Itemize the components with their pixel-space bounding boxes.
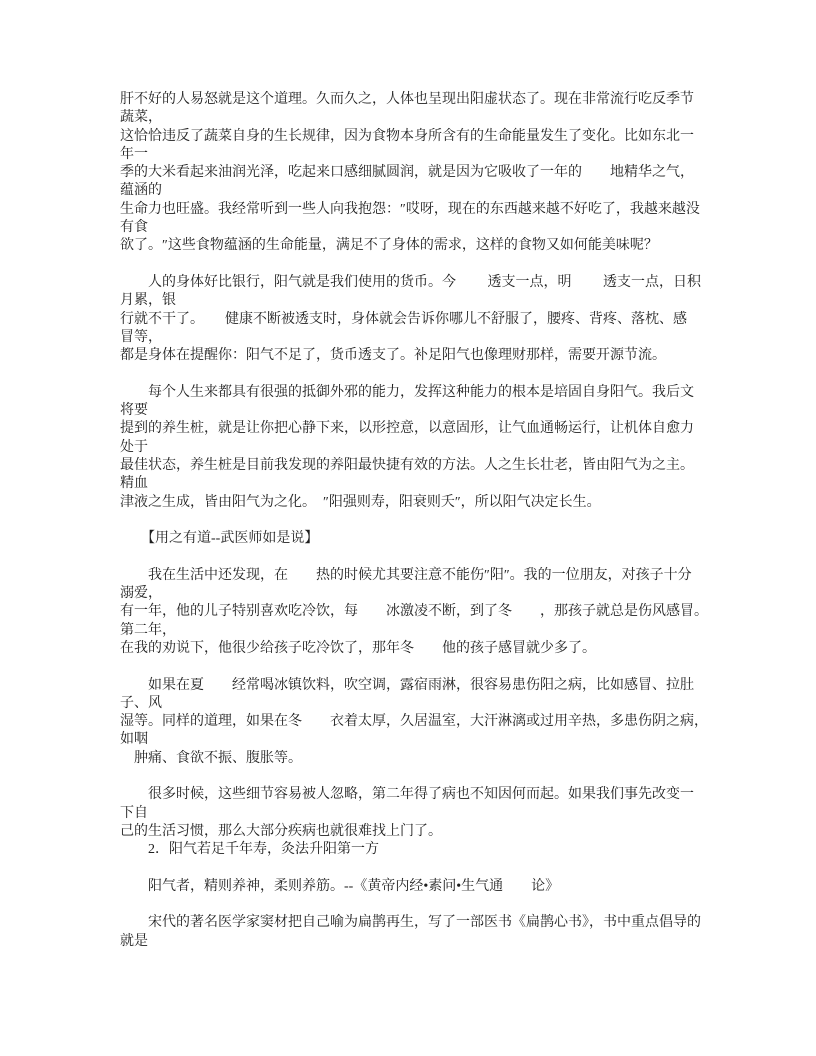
text-line: 人的身体好比银行，阳气就是我们使用的货币。今 透支一点，明 透支一点，日积: [120, 274, 701, 290]
text-line: 都是身体在提醒你：阳气不足了，货币透支了。补足阳气也像理财那样，需要开源节流。: [120, 348, 666, 364]
text-line: 冒等，: [120, 329, 162, 345]
blank-line: [120, 512, 720, 530]
text-line: 月累，银: [120, 293, 176, 309]
blank-line: [120, 365, 720, 383]
text-line: 行就不干了。 健康不断被透支时，身体就会告诉你哪儿不舒服了，腰疼、背疼、落枕、感: [120, 311, 687, 327]
text-line: 阳气者，精则养神，柔则养筋。--《黄帝内经•素问•生气通 论》: [120, 878, 560, 894]
blank-line: [120, 896, 720, 914]
document-text-block: [120, 91, 720, 951]
text-line: 提到的养生桩，就是让你把心静下来，以形控意，以意固形，让气血通畅运行，让机体自愈力: [120, 421, 694, 437]
text-line: 子、风: [120, 695, 162, 711]
text-line: 精血: [120, 476, 148, 492]
text-line: 将要: [120, 403, 148, 419]
text-line: 欲了。″这些食物蕴涵的生命能量，满足不了身体的需求，这样的食物又如何能美味呢？: [120, 238, 658, 254]
text-line: 有食: [120, 220, 148, 236]
text-line: 年一: [120, 146, 148, 162]
text-line: 每个人生来都具有很强的抵御外邪的能力，发挥这种能力的根本是培固自身阳气。我后文: [120, 384, 694, 400]
text-line: 处于: [120, 439, 148, 455]
text-line: 这恰恰违反了蔬菜自身的生长规律，因为食物本身所含有的生命能量发生了变化。比如东北一: [120, 128, 694, 144]
blank-line: [120, 256, 720, 274]
blank-line: [120, 768, 720, 786]
blank-line: [120, 658, 720, 676]
text-line: 下自: [120, 805, 148, 821]
text-line: 在我的劝说下，他很少给孩子吃冷饮了，那年冬 他的孩子感冒就少多了。: [120, 640, 596, 656]
text-line: 溺爱，: [120, 586, 162, 602]
text-line: 津液之生成，皆由阳气为之化。 ″阳强则寿，阳衰则夭″，所以阳气决定长生。: [120, 494, 601, 510]
text-line: 己的生活习惯，那么大部分疾病也就很难找上门了。: [120, 823, 442, 839]
text-line: 生命力也旺盛。我经常听到一些人向我抱怨：″哎呀，现在的东西越来越不好吃了，我越来越没: [120, 201, 700, 217]
text-line: 【用之有道--武医师如是说】: [120, 531, 319, 547]
text-line: 如果在夏 经常喝冰镇饮料，吹空调，露宿雨淋，很容易患伤阳之病，比如感冒、拉肚: [120, 677, 694, 693]
text-line: 就是: [120, 933, 148, 949]
text-line: 肿痛、食欲不振、腹胀等。: [120, 750, 302, 766]
text-line: 最佳状态，养生桩是目前我发现的养阳最快捷有效的方法。人之生长壮老，皆由阳气为之主。: [120, 457, 694, 473]
text-line: 有一年，他的儿子特别喜欢吃冷饮，每 冰激凌不断，到了冬 ，那孩子就总是伤风感冒。: [120, 604, 708, 620]
text-line: 我在生活中还发现，在 热的时候尤其要注意不能伤″阳″。我的一位朋友，对孩子十分: [120, 567, 692, 583]
text-line: 2．阳气若足千年寿，灸法升阳第一方: [120, 842, 379, 858]
blank-line: [120, 859, 720, 877]
text-line: 蕴涵的: [120, 183, 162, 199]
text-line: 季的大米看起来油润光泽，吃起来口感细腻圆润，就是因为它吸收了一年的 地精华之气，: [120, 165, 694, 181]
text-line: 湿等。同样的道理，如果在冬 衣着太厚，久居温室，大汗淋漓或过用辛热，多患伤阴之病，: [120, 714, 708, 730]
text-line: 蔬菜，: [120, 110, 162, 126]
blank-line: [120, 548, 720, 566]
text-line: 肝不好的人易怒就是这个道理。久而久之，人体也呈现出阳虚状态了。现在非常流行吃反季节: [120, 92, 694, 107]
text-line: 第二年，: [120, 622, 176, 638]
text-line: 很多时候，这些细节容易被人忽略，第二年得了病也不知因何而起。如果我们事先改变一: [120, 787, 694, 803]
text-line: 宋代的著名医学家窦材把自己喻为扁鹊再生，写了一部医书《扁鹊心书》，书中重点倡导的: [120, 915, 701, 931]
text-line: 如咽: [120, 732, 148, 748]
